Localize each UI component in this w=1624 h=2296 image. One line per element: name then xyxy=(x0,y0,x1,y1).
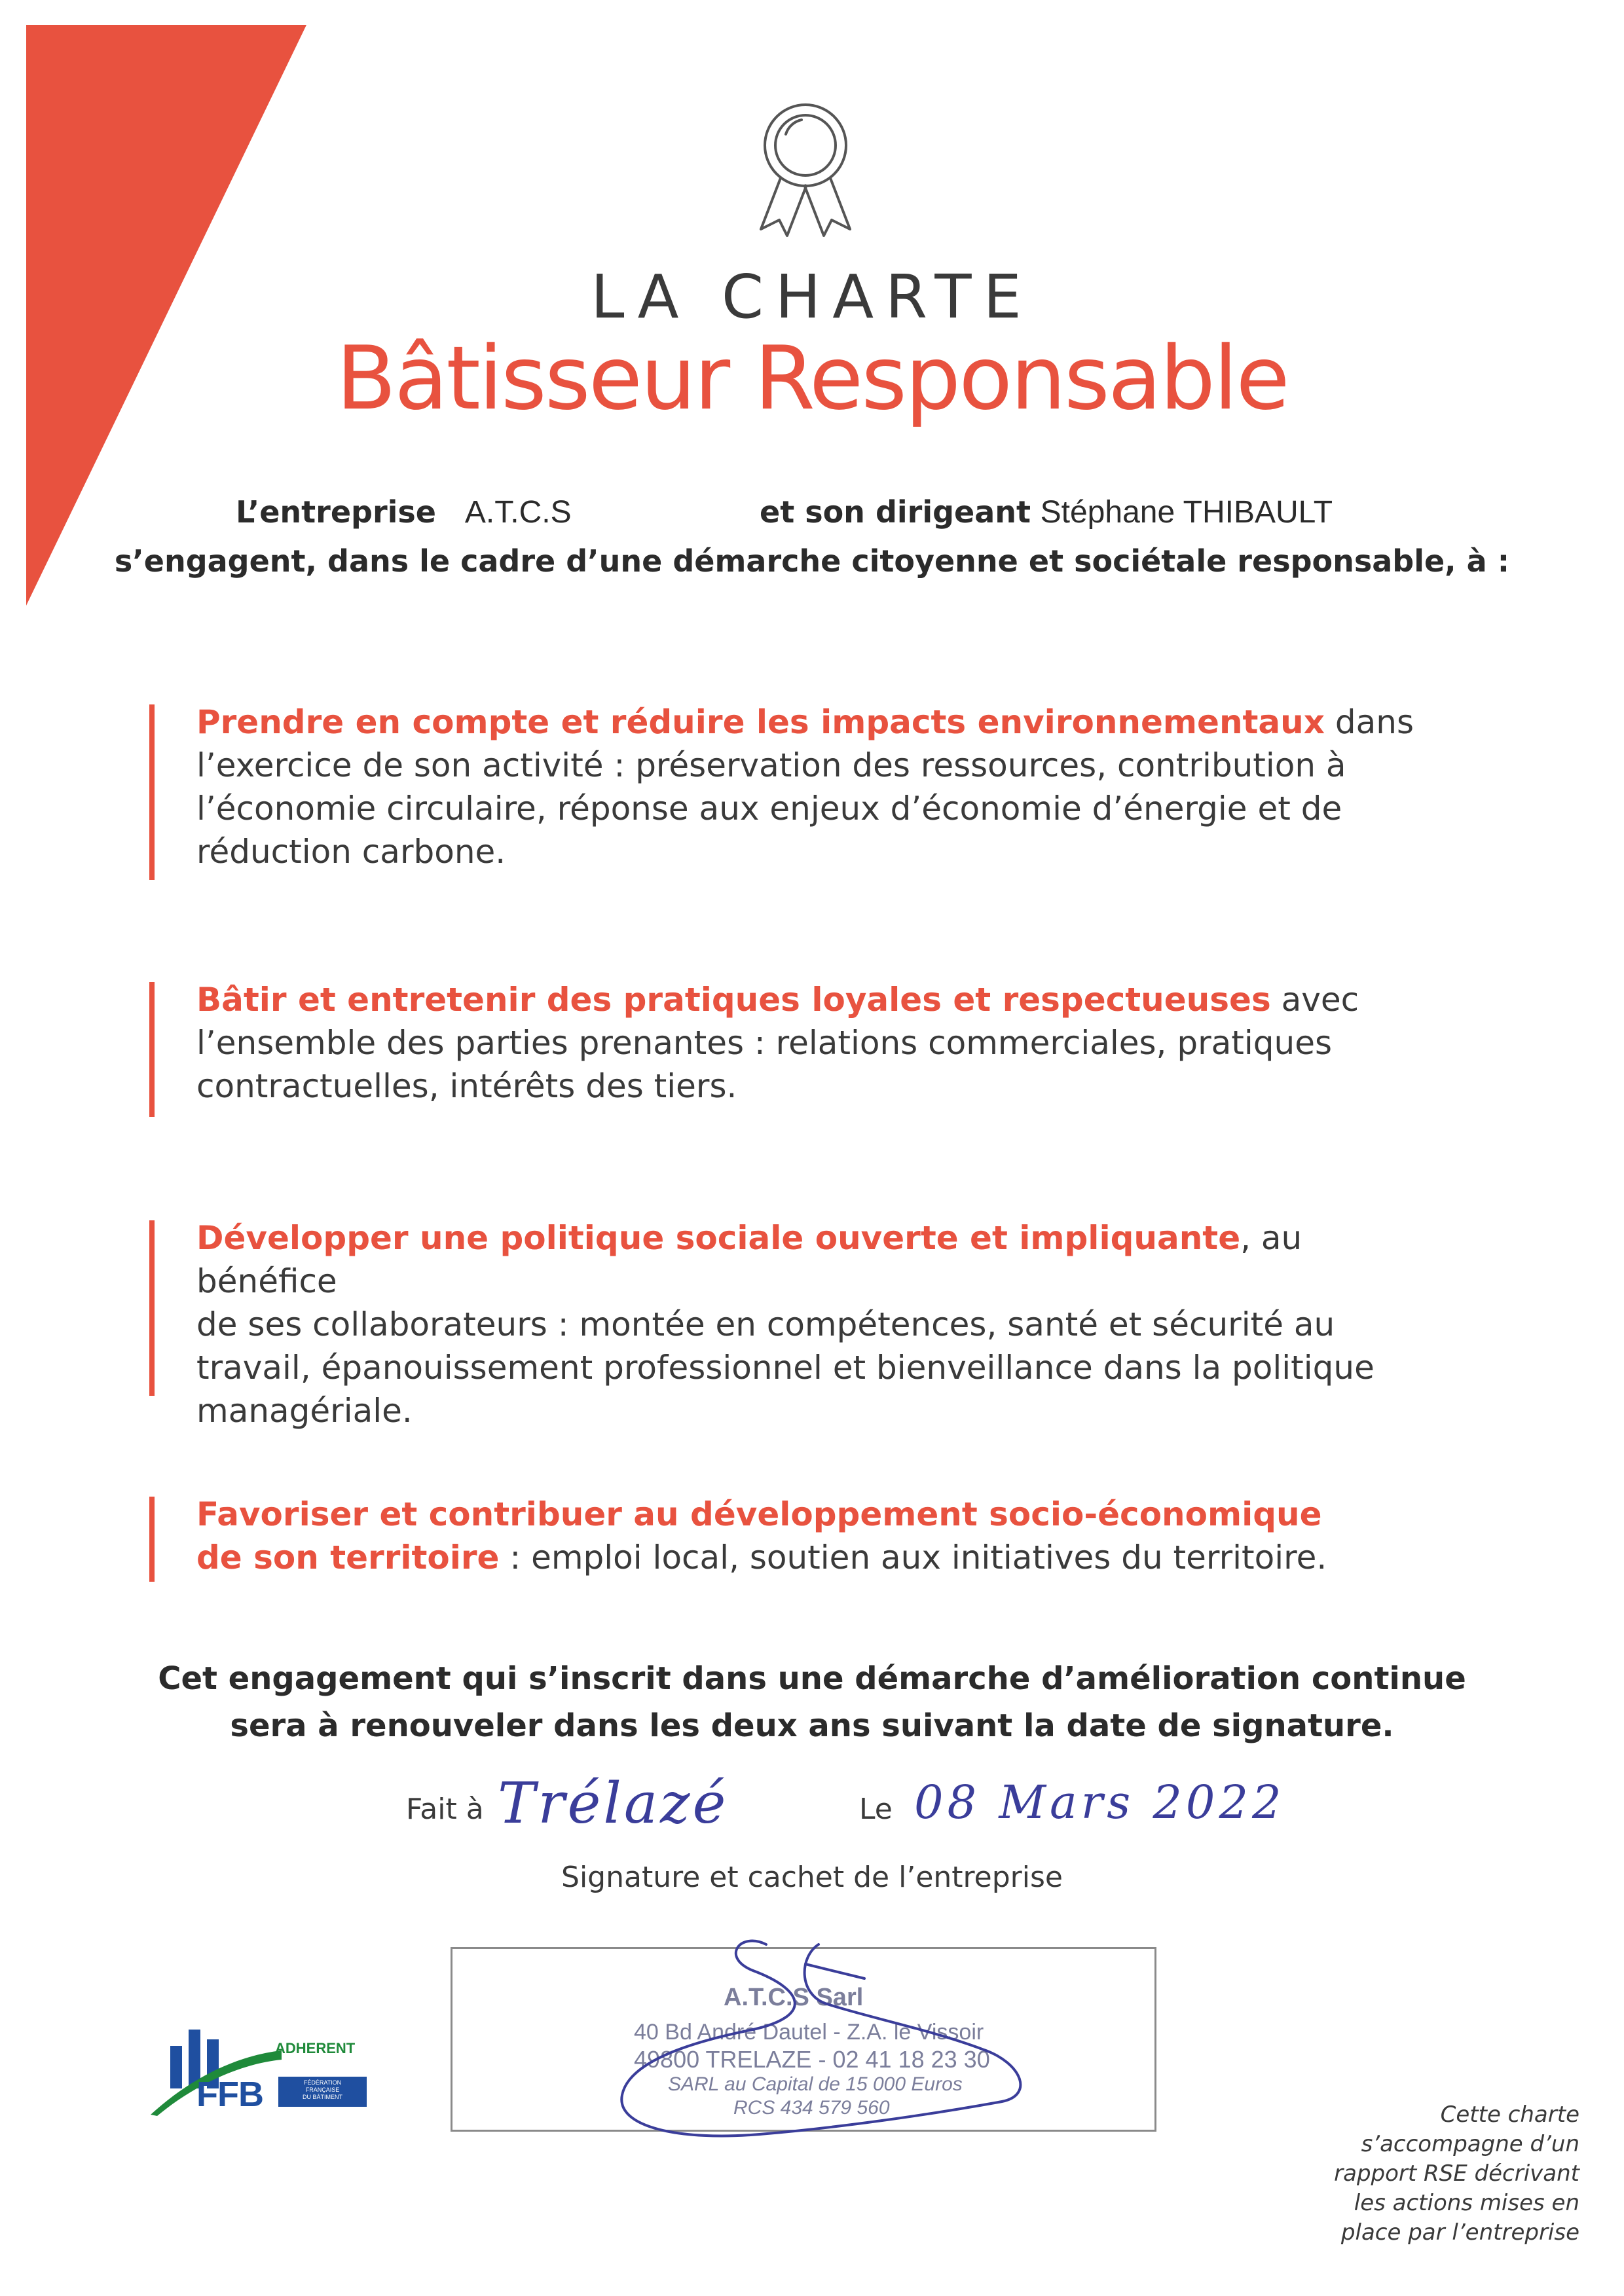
renewal-line: Cet engagement qui s’inscrit dans une démarche d’amélioration continue xyxy=(158,1660,1466,1697)
commitment-highlight: Favoriser et contribuer au développement socio-économique xyxy=(196,1495,1322,1533)
footer-note-line: place par l’entreprise xyxy=(1340,2219,1579,2246)
commitment-highlight: Développer une politique sociale ouverte et impliquante xyxy=(196,1219,1241,1257)
commitment-social-policy xyxy=(149,1216,1433,1432)
date-label: Le xyxy=(859,1793,893,1826)
commitment-bar xyxy=(149,1220,155,1396)
commitment-text: contractuelles, intérêts des tiers. xyxy=(196,1067,737,1105)
director-value: Stéphane THIBAULT xyxy=(1040,495,1333,530)
commitment-text: réduction carbone. xyxy=(196,833,506,871)
commitment-bar xyxy=(149,982,155,1117)
commitment-environment xyxy=(149,701,1433,873)
stamp-address: 40 Bd André Dautel - Z.A. le Vissoir xyxy=(634,2020,984,2045)
footer-note-line: rapport RSE décrivant xyxy=(1334,2160,1579,2187)
director-label: et son dirigeant xyxy=(760,494,1031,530)
stamp-city: 49800 TRELAZE - 02 41 18 23 30 xyxy=(634,2046,990,2073)
commitment-bar xyxy=(149,1497,155,1582)
handwritten-signature xyxy=(589,1918,1048,2154)
commitment-territory xyxy=(149,1493,1433,1579)
commitment-text: l’économie circulaire, réponse aux enjeux d’économie d’énergie et de xyxy=(196,790,1342,828)
fait-a-label: Fait à xyxy=(406,1793,484,1826)
signature-caption: Signature et cachet de l’entreprise xyxy=(561,1861,1063,1894)
medal-icon xyxy=(747,98,864,242)
footer-note-line: Cette charte xyxy=(1440,2102,1579,2128)
ffb-name: FFB xyxy=(196,2075,263,2114)
title-batisseur-responsable: Bâtisseur Responsable xyxy=(336,327,1288,429)
commitment-loyal-practices xyxy=(149,978,1433,1108)
date-handwritten: 08 Mars 2022 xyxy=(914,1776,1285,1829)
stamp-rcs: RCS 434 579 560 xyxy=(733,2097,890,2119)
footer-note xyxy=(1270,2100,1579,2248)
ffb-fed-line: DU BÂTIMENT xyxy=(302,2094,342,2100)
commitment-text: : emploi local, soutien aux initiatives du territoire. xyxy=(499,1539,1327,1576)
ffb-fed-line: FÉDÉRATION xyxy=(303,2079,342,2086)
commitment-highlight: Prendre en compte et réduire les impacts environnementaux xyxy=(196,703,1325,741)
commitment-highlight: Bâtir et entretenir des pratiques loyales et respectueuses xyxy=(196,981,1271,1019)
commitment-text: de ses collaborateurs : montée en compétences, santé et sécurité au xyxy=(196,1305,1335,1343)
commitment-text: , au bénéfice xyxy=(196,1219,1302,1300)
intro-company xyxy=(236,494,572,530)
footer-note-line: les actions mises en xyxy=(1354,2190,1579,2216)
company-label: L’entreprise xyxy=(236,494,436,530)
commitment-text: l’exercice de son activité : préservation des ressources, contribution à xyxy=(196,746,1346,784)
ffb-federation-badge xyxy=(278,2077,367,2107)
ffb-fed-line: FRANÇAISE xyxy=(305,2086,340,2093)
stamp-capital: SARL au Capital de 15 000 Euros xyxy=(668,2073,963,2095)
commitment-text: dans xyxy=(1325,703,1414,741)
commitment-highlight: de son territoire xyxy=(196,1539,500,1576)
title-la-charte: LA CHARTE xyxy=(591,262,1033,332)
renewal-line: sera à renouveler dans les deux ans suivant la date de signature. xyxy=(230,1707,1394,1744)
commitment-text: avec xyxy=(1270,981,1359,1019)
stamp-company-name: A.T.C.S Sarl xyxy=(724,1984,864,2011)
footer-note-line: s’accompagne d’un xyxy=(1361,2131,1579,2157)
fait-a-handwritten: Trélazé xyxy=(498,1771,729,1836)
commitment-text: managériale. xyxy=(196,1392,413,1430)
commitment-text: l’ensemble des parties prenantes : relations commerciales, pratiques xyxy=(196,1024,1333,1062)
company-value: A.T.C.S xyxy=(464,495,572,530)
renewal-statement xyxy=(0,1655,1624,1749)
commitment-text: travail, épanouissement professionnel et bienveillance dans la politique xyxy=(196,1349,1375,1387)
ffb-adherent-label: ADHERENT xyxy=(275,2040,356,2056)
intro-commitment-line: s’engagent, dans le cadre d’une démarche citoyenne et sociétale responsable, à : xyxy=(114,543,1510,579)
intro-director xyxy=(760,494,1333,530)
commitment-bar xyxy=(149,704,155,880)
